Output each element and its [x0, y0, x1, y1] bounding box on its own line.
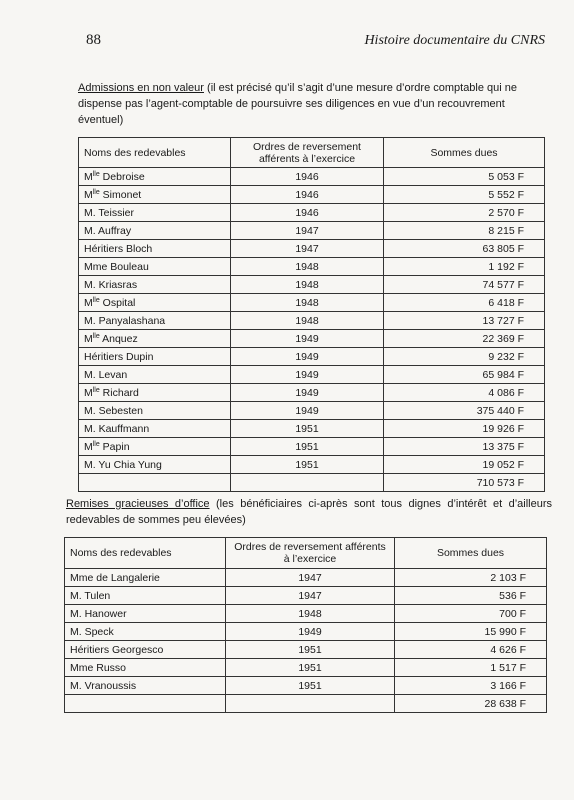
cell-year: 1951 [226, 677, 395, 695]
total-row [79, 474, 545, 492]
cell-amount: 74 577 F [384, 276, 545, 294]
cell-year: 1948 [226, 605, 395, 623]
cell-year: 1951 [231, 456, 384, 474]
cell-year: 1946 [231, 186, 384, 204]
section1-text: (il est précisé qu’il s’agit d’une mesure d’ordre comptable qui ne dispense pas l’agent-comptable de poursuivre ses diligences en vue d’un recouvrement éventuel) [78, 82, 518, 126]
table-header-row [79, 138, 545, 168]
table-header-row [65, 538, 547, 569]
cell-year: 1947 [231, 222, 384, 240]
cell-name [65, 587, 226, 605]
cell-amount: 2 103 F [395, 569, 547, 587]
name-text: M. Kauffmann [84, 422, 150, 435]
running-title: Histoire documentaire du CNRS [364, 33, 545, 48]
name-text: Héritiers Dupin [84, 350, 154, 363]
cell-year: 1951 [226, 659, 395, 677]
total-amount: 28 638 F [395, 695, 547, 713]
name-text: Héritiers Georgesco [70, 643, 164, 656]
cell-year: 1947 [226, 569, 395, 587]
table-row [79, 402, 545, 420]
cell-year: 1948 [231, 276, 384, 294]
cell-year: 1949 [226, 623, 395, 641]
col-header-amount: Sommes dues [384, 138, 545, 168]
cell-year: 1947 [231, 240, 384, 258]
name-text: M. Teissier [84, 206, 134, 219]
name-sup: lle [92, 296, 100, 304]
cell-amount: 15 990 F [395, 623, 547, 641]
cell-amount: 13 727 F [384, 312, 545, 330]
cell-year: 1947 [226, 587, 395, 605]
cell-name [65, 659, 226, 677]
cell-amount: 5 053 F [384, 168, 545, 186]
name-sup: lle [92, 386, 100, 394]
total-empty-cell [65, 695, 226, 713]
cell-name [79, 438, 231, 456]
cell-amount: 22 369 F [384, 330, 545, 348]
name-prefix: M [84, 386, 93, 399]
cell-amount: 1 192 F [384, 258, 545, 276]
col-header-orders: Ordres de reversement afférents à l’exercice [226, 538, 395, 569]
section2-title: Remises gracieuses d’office [66, 498, 210, 510]
name-sup: lle [92, 170, 100, 178]
name-text: Héritiers Bloch [84, 242, 153, 255]
remises-table [64, 537, 547, 713]
cell-year: 1949 [231, 348, 384, 366]
total-empty-cell [231, 474, 384, 492]
total-empty-cell [79, 474, 231, 492]
cell-year: 1946 [231, 204, 384, 222]
cell-year: 1949 [231, 384, 384, 402]
cell-name [79, 420, 231, 438]
table-row [79, 348, 545, 366]
name-text: M. Yu Chia Yung [84, 458, 162, 471]
name-text: Papin [99, 440, 130, 453]
name-text: Simonet [99, 188, 142, 201]
cell-name [65, 569, 226, 587]
cell-name [79, 456, 231, 474]
col-header-amount: Sommes dues [395, 538, 547, 569]
cell-year: 1949 [231, 366, 384, 384]
name-prefix: M [84, 170, 93, 183]
table-row [65, 605, 547, 623]
cell-year: 1948 [231, 258, 384, 276]
table-row [65, 623, 547, 641]
name-text: M. Kriasras [84, 278, 138, 291]
table-row [79, 384, 545, 402]
name-prefix: M [84, 296, 93, 309]
cell-amount: 13 375 F [384, 438, 545, 456]
name-text: Mme de Langalerie [70, 571, 160, 584]
col-header-name: Noms des redevables [65, 538, 226, 569]
table-row [79, 294, 545, 312]
cell-name [79, 330, 231, 348]
cell-amount: 19 926 F [384, 420, 545, 438]
section1-paragraph [78, 80, 548, 128]
cell-year: 1948 [231, 294, 384, 312]
total-row [65, 695, 547, 713]
table-row [65, 569, 547, 587]
cell-name [79, 366, 231, 384]
name-text: M. Speck [70, 625, 114, 638]
cell-name [79, 168, 231, 186]
col-header-name: Noms des redevables [79, 138, 231, 168]
name-prefix: M [84, 188, 93, 201]
cell-amount: 2 570 F [384, 204, 545, 222]
cell-name [65, 623, 226, 641]
table-row [79, 366, 545, 384]
cell-amount: 4 626 F [395, 641, 547, 659]
name-text: M. Vranoussis [70, 679, 137, 692]
name-sup: lle [92, 440, 100, 448]
cell-name [79, 294, 231, 312]
cell-name [79, 312, 231, 330]
table-row [79, 456, 545, 474]
cell-amount: 3 166 F [395, 677, 547, 695]
name-text: Ospital [99, 296, 136, 309]
cell-year: 1949 [231, 402, 384, 420]
cell-amount: 65 984 F [384, 366, 545, 384]
table-row [79, 186, 545, 204]
name-sup: lle [92, 332, 100, 340]
name-text: Mme Russo [70, 661, 127, 674]
table-row [79, 438, 545, 456]
name-text: Anquez [99, 332, 138, 345]
cell-name [79, 384, 231, 402]
table-row [79, 258, 545, 276]
table-row [79, 312, 545, 330]
cell-name [79, 186, 231, 204]
section2-text: (les bénéficiaires ci-après sont tous dignes d’intérêt et d’ailleurs redevables de sommes peu élevées) [66, 498, 553, 526]
section1-title: Admissions en non valeur [78, 82, 204, 94]
cell-amount: 63 805 F [384, 240, 545, 258]
cell-year: 1951 [231, 438, 384, 456]
name-text: M. Panyalashana [84, 314, 166, 327]
cell-name [65, 605, 226, 623]
cell-year: 1951 [226, 641, 395, 659]
cell-name [65, 677, 226, 695]
cell-amount: 5 552 F [384, 186, 545, 204]
table-row [79, 240, 545, 258]
table-row [79, 222, 545, 240]
table-row [65, 659, 547, 677]
table-row [79, 330, 545, 348]
name-text: Richard [99, 386, 139, 399]
cell-name [79, 276, 231, 294]
table-row [65, 677, 547, 695]
cell-name [79, 222, 231, 240]
cell-name [79, 348, 231, 366]
admissions-table [78, 137, 545, 492]
cell-amount: 1 517 F [395, 659, 547, 677]
name-text: Debroise [99, 170, 145, 183]
name-text: Mme Bouleau [84, 260, 149, 273]
name-prefix: M [84, 332, 93, 345]
cell-amount: 700 F [395, 605, 547, 623]
cell-amount: 375 440 F [384, 402, 545, 420]
cell-year: 1946 [231, 168, 384, 186]
cell-name [79, 204, 231, 222]
table-row [79, 420, 545, 438]
name-sup: lle [92, 188, 100, 196]
col-header-orders: Ordres de reversement afférents à l’exercice [231, 138, 384, 168]
name-text: M. Levan [84, 368, 128, 381]
cell-year: 1951 [231, 420, 384, 438]
cell-amount: 4 086 F [384, 384, 545, 402]
total-amount: 710 573 F [384, 474, 545, 492]
table-row [79, 204, 545, 222]
cell-amount: 9 232 F [384, 348, 545, 366]
cell-amount: 6 418 F [384, 294, 545, 312]
name-prefix: M [84, 440, 93, 453]
total-empty-cell [226, 695, 395, 713]
cell-name [79, 402, 231, 420]
cell-name [79, 258, 231, 276]
name-text: M. Sebesten [84, 404, 143, 417]
table-row [79, 276, 545, 294]
name-text: M. Hanower [70, 607, 127, 620]
cell-year: 1949 [231, 330, 384, 348]
section2-paragraph [66, 496, 552, 528]
table-row [65, 587, 547, 605]
name-text: M. Auffray [84, 224, 132, 237]
cell-amount: 8 215 F [384, 222, 545, 240]
page-number: 88 [86, 32, 101, 48]
cell-year: 1948 [231, 312, 384, 330]
table-row [65, 641, 547, 659]
cell-amount: 19 052 F [384, 456, 545, 474]
cell-name [79, 240, 231, 258]
cell-amount: 536 F [395, 587, 547, 605]
table-row [79, 168, 545, 186]
cell-name [65, 641, 226, 659]
name-text: M. Tulen [70, 589, 111, 602]
